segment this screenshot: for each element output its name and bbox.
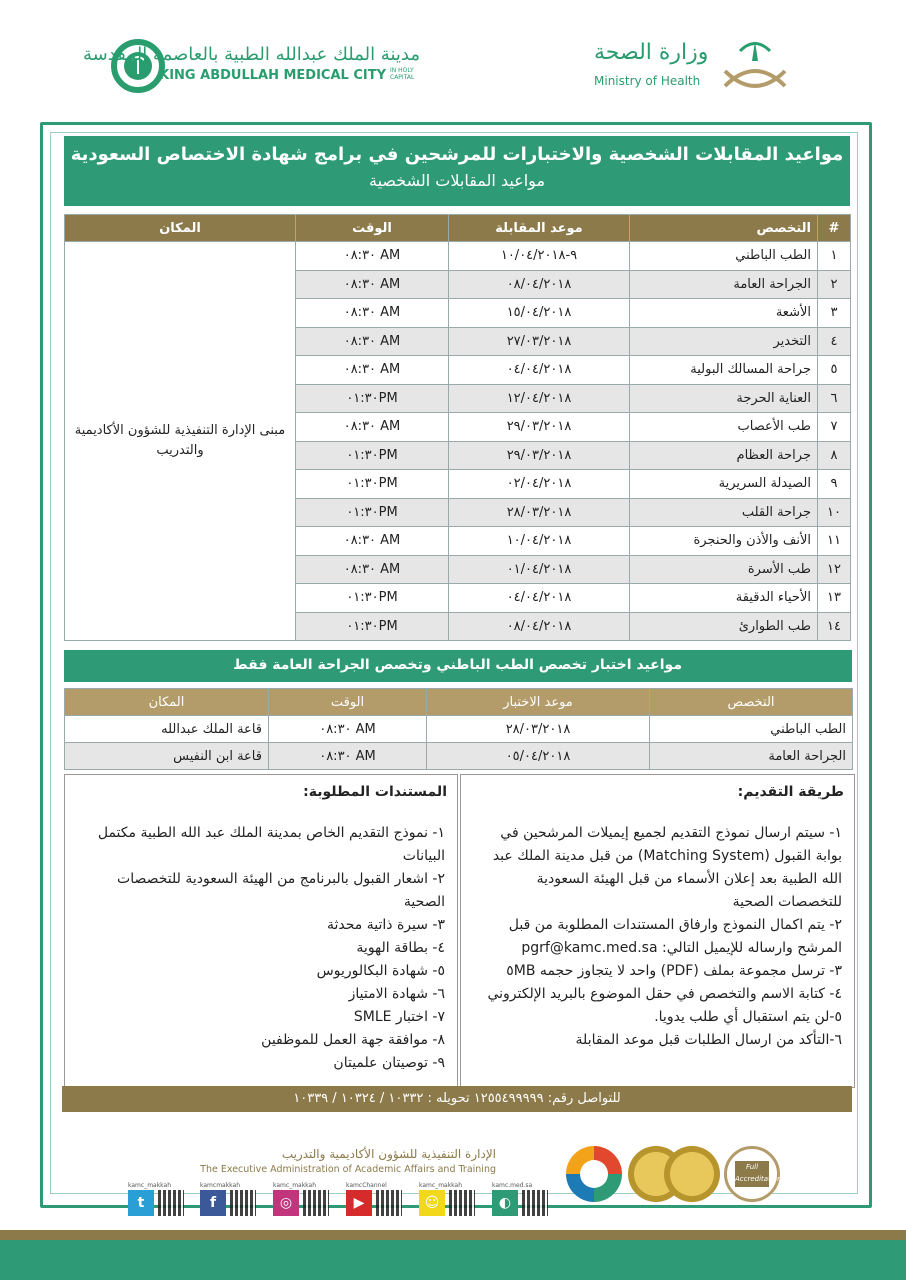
col-place: المكان	[65, 215, 296, 242]
row-specialty: طب الأسرة	[630, 555, 818, 584]
footer-bar	[0, 1240, 906, 1280]
list-item: ١- سيتم ارسال نموذج التقديم لجميع إيميلات المرشحين في بوابة القبول (Matching System) من قبل مدينة الملك عبد الله الطبية بعد إعلان الأسماء من قبل الهيئة السعودية للتخصصات الصحية	[492, 825, 842, 910]
row-specialty: الطب الباطني	[630, 242, 818, 271]
exam-specialty: الجراحة العامة	[650, 743, 853, 770]
row-time: ٠١:٣٠PM	[296, 584, 449, 613]
exam-specialty: الطب الباطني	[650, 716, 853, 743]
exams-title: مواعيد اختبار تخصص الطب الباطني وتخصص الجراحة العامة فقط	[233, 657, 682, 673]
row-number: ٩	[818, 470, 851, 499]
row-time: ٠١:٣٠PM	[296, 384, 449, 413]
exam-date: ٢٨/٠٣/٢٠١٨	[427, 716, 650, 743]
list-item: ٥- شهادة البكالوريوس	[316, 963, 445, 979]
row-date: ٢٧/٠٣/٢٠١٨	[449, 327, 630, 356]
row-time: ٠٨:٣٠ AM	[296, 356, 449, 385]
row-time: ٠٨:٣٠ AM	[296, 413, 449, 442]
row-time: ٠١:٣٠PM	[296, 441, 449, 470]
row-date: ٢٩/٠٣/٢٠١٨	[449, 441, 630, 470]
youtube-icon[interactable]: ▶	[346, 1190, 372, 1216]
partner-logo-icon	[566, 1146, 622, 1202]
row-number: ٨	[818, 441, 851, 470]
row-specialty: جراحة العظام	[630, 441, 818, 470]
list-item: ٣- سيرة ذاتية محدثة	[327, 917, 445, 933]
exam-place: قاعة الملك عبدالله	[65, 716, 269, 743]
social-handle: kamc_makkah	[273, 1182, 317, 1189]
interviews-table	[64, 214, 851, 641]
row-specialty: الأنف والأذن والحنجرة	[630, 527, 818, 556]
row-date: ٢٩/٠٣/٢٠١٨	[449, 413, 630, 442]
twitter-icon[interactable]: t	[128, 1190, 154, 1216]
row-time: ٠٨:٣٠ AM	[296, 299, 449, 328]
row-number: ١٣	[818, 584, 851, 613]
row-number: ٢	[818, 270, 851, 299]
col-specialty: التخصص	[630, 215, 818, 242]
interview-place: مبنى الإدارة التنفيذية للشؤون الأكاديمية والتدريب	[65, 242, 296, 641]
row-number: ١٤	[818, 612, 851, 641]
qr-code-icon	[376, 1190, 402, 1216]
row-date: ٠٢/٠٤/٢٠١٨	[449, 470, 630, 499]
list-item: ٤- بطاقة الهوية	[356, 940, 445, 956]
row-date: ١٢/٠٤/٢٠١٨	[449, 384, 630, 413]
exam-date: ٠٥/٠٤/٢٠١٨	[427, 743, 650, 770]
row-date: ٩-١٠/٠٤/٢٠١٨	[449, 242, 630, 271]
row-time: ٠٨:٣٠ AM	[296, 527, 449, 556]
qr-code-icon	[230, 1190, 256, 1216]
exam-time: ٠٨:٣٠ AM	[269, 716, 427, 743]
moh-name-en: Ministry of Health	[594, 74, 701, 88]
row-number: ٥	[818, 356, 851, 385]
row-specialty: الأحياء الدقيقة	[630, 584, 818, 613]
kamc-logo	[83, 34, 420, 104]
footer-department-en: The Executive Administration of Academic Affairs and Training	[200, 1164, 496, 1175]
list-item: ٢- يتم اكمال النموذج وارفاق المستندات المطلوبة من قبل المرشح وارساله للإيميل التالي: pgrf@kamc.med.sa	[508, 917, 842, 956]
documents-heading: المستندات المطلوبة:	[303, 784, 447, 800]
col-place: المكان	[65, 689, 269, 716]
row-specialty: العناية الحرجة	[630, 384, 818, 413]
row-date: ١٥/٠٤/٢٠١٨	[449, 299, 630, 328]
table-header-row	[65, 689, 853, 716]
kamc-name-ar: مدينة الملك عبدالله الطبية بالعاصمة المقدسة	[83, 44, 420, 65]
row-specialty: الصيدلة السريرية	[630, 470, 818, 499]
row-specialty: الأشعة	[630, 299, 818, 328]
col-specialty: التخصص	[650, 689, 853, 716]
jci-seal-icon	[664, 1146, 720, 1202]
required-documents-box	[64, 774, 458, 1088]
social-handle: kamcChannel	[346, 1182, 387, 1189]
website-icon[interactable]: ◐	[492, 1190, 518, 1216]
row-number: ٤	[818, 327, 851, 356]
kamc-subtitle: IN HOLY CAPITAL	[390, 67, 415, 81]
row-time: ٠٨:٣٠ AM	[296, 327, 449, 356]
application-method-box	[460, 774, 855, 1088]
social-snapchat[interactable]	[419, 1182, 489, 1214]
qr-code-icon	[158, 1190, 184, 1216]
social-facebook[interactable]	[200, 1182, 270, 1214]
row-date: ٠٨/٠٤/٢٠١٨	[449, 612, 630, 641]
facebook-icon[interactable]: f	[200, 1190, 226, 1216]
row-number: ٧	[818, 413, 851, 442]
exams-table	[64, 688, 853, 770]
list-item: ٣- ترسل مجموعة بملف (PDF) واحد لا يتجاوز حجمه ٥MB	[506, 963, 842, 979]
row-specialty: التخدير	[630, 327, 818, 356]
row-specialty: الجراحة العامة	[630, 270, 818, 299]
page-title: مواعيد المقابلات الشخصية والاختبارات للمرشحين في برامج شهادة الاختصاص السعودية	[70, 144, 844, 165]
accreditation-badge-icon	[724, 1146, 780, 1202]
social-handle: kamc_makkah	[419, 1182, 463, 1189]
footer-department-ar: الإدارة التنفيذية للشؤون الأكاديمية والتدريب	[281, 1147, 496, 1161]
row-time: ٠١:٣٠PM	[296, 612, 449, 641]
row-number: ١٢	[818, 555, 851, 584]
row-specialty: طب الأعصاب	[630, 413, 818, 442]
row-number: ٣	[818, 299, 851, 328]
page-subtitle: مواعيد المقابلات الشخصية	[368, 171, 546, 190]
row-specialty: جراحة المسالك البولية	[630, 356, 818, 385]
row-time: ٠٨:٣٠ AM	[296, 242, 449, 271]
title-banner	[64, 136, 850, 206]
list-item: ٧- اختبار SMLE	[353, 1009, 445, 1025]
social-handle: kamc.med.sa	[492, 1182, 533, 1189]
snapchat-icon[interactable]: ☺	[419, 1190, 445, 1216]
exam-time: ٠٨:٣٠ AM	[269, 743, 427, 770]
row-specialty: جراحة القلب	[630, 498, 818, 527]
row-number: ١١	[818, 527, 851, 556]
kamc-name-en: KING ABDULLAH MEDICAL CITY	[159, 68, 386, 83]
list-item: ٩- توصيتان علميتان	[333, 1055, 445, 1071]
social-youtube[interactable]	[346, 1182, 416, 1214]
list-item: ٨- موافقة جهة العمل للموظفين	[261, 1032, 445, 1048]
row-date: ٠١/٠٤/٢٠١٨	[449, 555, 630, 584]
social-twitter[interactable]	[128, 1182, 198, 1214]
row-date: ٠٨/٠٤/٢٠١٨	[449, 270, 630, 299]
col-time: الوقت	[269, 689, 427, 716]
row-date: ٠٤/٠٤/٢٠١٨	[449, 356, 630, 385]
list-item: ٥-لن يتم استقبال أي طلب يدويا.	[654, 1009, 842, 1025]
row-time: ٠١:٣٠PM	[296, 498, 449, 527]
row-time: ٠١:٣٠PM	[296, 470, 449, 499]
col-exam-date: موعد الاختبار	[427, 689, 650, 716]
row-date: ٢٨/٠٣/٢٠١٨	[449, 498, 630, 527]
social-website[interactable]	[492, 1182, 562, 1214]
table-header-row	[65, 215, 851, 242]
exams-banner	[64, 650, 852, 682]
moh-logo	[590, 34, 795, 104]
list-item: ٦-التأكد من ارسال الطلبات قبل موعد المقابلة	[575, 1032, 842, 1048]
row-specialty: طب الطوارئ	[630, 612, 818, 641]
exam-place: قاعة ابن النفيس	[65, 743, 269, 770]
row-number: ١	[818, 242, 851, 271]
footer-stripe	[0, 1230, 906, 1240]
instagram-icon[interactable]: ◎	[273, 1190, 299, 1216]
row-date: ١٠/٠٤/٢٠١٨	[449, 527, 630, 556]
col-number: #	[818, 215, 851, 242]
moh-emblem-icon	[720, 36, 790, 96]
list-item: ٢- اشعار القبول بالبرنامج من الهيئة السعودية للتخصصات الصحية	[117, 871, 445, 910]
row-time: ٠٨:٣٠ AM	[296, 270, 449, 299]
documents-list	[65, 822, 457, 1075]
qr-code-icon	[449, 1190, 475, 1216]
application-list	[461, 822, 854, 1052]
qr-code-icon	[522, 1190, 548, 1216]
badge-text: Full Accreditation	[735, 1161, 769, 1187]
list-item: ١- نموذج التقديم الخاص بمدينة الملك عبد الله الطبية مكتمل البيانات	[97, 825, 445, 864]
table-row	[65, 716, 853, 743]
social-handle: kamc_makkah	[128, 1182, 172, 1189]
row-number: ٦	[818, 384, 851, 413]
col-date: موعد المقابلة	[449, 215, 630, 242]
contact-bar: للتواصل رقم: ١٢٥٥٤٩٩٩٩٩ تحويله : ١٠٣٣٢ / ١٠٣٢٤ / ١٠٣٣٩	[62, 1086, 852, 1112]
qr-code-icon	[303, 1190, 329, 1216]
list-item: ٦- شهادة الامتياز	[348, 986, 445, 1002]
row-number: ١٠	[818, 498, 851, 527]
list-item: ٤- كتابة الاسم والتخصص في حقل الموضوع بالبريد الإلكتروني	[487, 986, 842, 1002]
col-time: الوقت	[296, 215, 449, 242]
row-date: ٠٤/٠٤/٢٠١٨	[449, 584, 630, 613]
social-handle: kamcmakkah	[200, 1182, 241, 1189]
application-heading: طريقة التقديم:	[737, 784, 844, 800]
moh-name-ar: وزارة الصحة	[594, 40, 709, 65]
social-instagram[interactable]	[273, 1182, 343, 1214]
row-time: ٠٨:٣٠ AM	[296, 555, 449, 584]
table-row	[65, 743, 853, 770]
table-row	[65, 242, 851, 271]
